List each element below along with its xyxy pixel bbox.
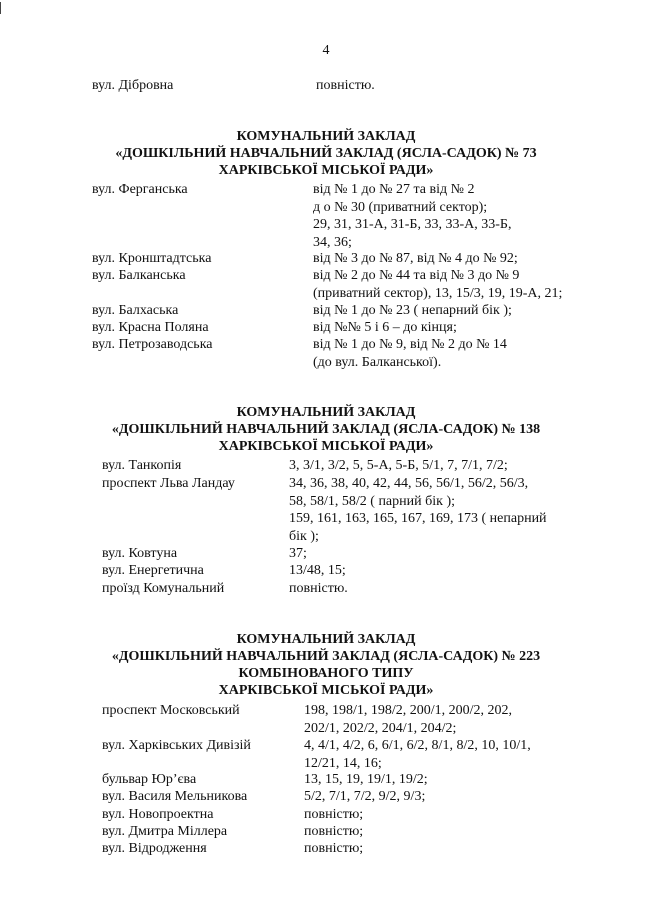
house-line: бік ); bbox=[289, 528, 319, 544]
heading-line: КОМБІНОВАНОГО ТИПУ bbox=[238, 666, 414, 681]
house-numbers bbox=[304, 840, 363, 858]
heading-line: «ДОШКІЛЬНИЙ НАВЧАЛЬНИЙ ЗАКЛАД (ЯСЛА-САДОК) № 223 bbox=[111, 649, 541, 664]
house-numbers bbox=[313, 336, 507, 371]
street-name: вул. Красна Поляна bbox=[92, 320, 209, 335]
street-name: вул. Балхаська bbox=[92, 303, 179, 318]
house-line: 34, 36, 38, 40, 42, 44, 56, 56/1, 56/2, 56/3, bbox=[289, 476, 529, 491]
house-line: (до вул. Балканської). bbox=[313, 354, 442, 370]
house-line: від № 3 до № 87, від № 4 до № 92; bbox=[313, 251, 518, 266]
house-numbers bbox=[304, 702, 512, 737]
street-name: вул. Ферганська bbox=[92, 182, 188, 197]
house-line: 12/21, 14, 16; bbox=[304, 755, 382, 771]
house-line: 159, 161, 163, 165, 167, 169, 173 ( непарний bbox=[289, 511, 547, 526]
house-line: 5/2, 7/1, 7/2, 9/2, 9/3; bbox=[304, 789, 426, 804]
street-name: вул. Енергетична bbox=[102, 563, 204, 578]
section-heading-73 bbox=[0, 128, 652, 179]
heading-line: ХАРКІВСЬКОЇ МІСЬКОЇ РАДИ» bbox=[218, 163, 434, 178]
house-line: 13/48, 15; bbox=[289, 563, 346, 578]
house-numbers bbox=[313, 302, 512, 320]
street-name: проспект Московський bbox=[102, 703, 240, 718]
heading-line: КОМУНАЛЬНИЙ ЗАКЛАД bbox=[236, 632, 416, 647]
house-numbers bbox=[304, 806, 363, 824]
house-numbers bbox=[289, 580, 348, 598]
house-numbers bbox=[289, 562, 346, 580]
house-numbers bbox=[304, 823, 363, 841]
street-name: вул. Відродження bbox=[102, 841, 207, 856]
house-line: від № 1 до № 27 та від № 2 bbox=[313, 182, 475, 197]
house-line: 202/1, 202/2, 204/1, 204/2; bbox=[304, 720, 457, 736]
street-name: проспект Льва Ландау bbox=[102, 476, 235, 491]
house-line: повністю; bbox=[304, 807, 364, 822]
scan-edge-mark bbox=[0, 2, 1, 14]
house-line: 58, 58/1, 58/2 ( парний бік ); bbox=[289, 493, 455, 509]
house-line: 198, 198/1, 198/2, 200/1, 200/2, 202, bbox=[304, 703, 513, 718]
heading-line: КОМУНАЛЬНИЙ ЗАКЛАД bbox=[236, 129, 416, 144]
house-numbers bbox=[304, 788, 425, 806]
house-numbers bbox=[289, 457, 508, 475]
house-numbers bbox=[313, 250, 518, 268]
house-numbers bbox=[313, 319, 457, 337]
heading-line: ХАРКІВСЬКОЇ МІСЬКОЇ РАДИ» bbox=[218, 439, 434, 454]
street-name: вул. Дібровна bbox=[92, 78, 174, 93]
street-name: бульвар Юр’єва bbox=[102, 772, 197, 787]
house-line: д о № 30 (приватний сектор); bbox=[313, 199, 488, 215]
house-line: 13, 15, 19, 19/1, 19/2; bbox=[304, 772, 428, 787]
house-numbers bbox=[289, 545, 307, 563]
house-line: 4, 4/1, 4/2, 6, 6/1, 6/2, 8/1, 8/2, 10, 10/1, bbox=[304, 738, 531, 753]
street-name: проїзд Комунальний bbox=[102, 581, 225, 596]
street-name: вул. Ковтуна bbox=[102, 546, 178, 561]
house-line: 3, 3/1, 3/2, 5, 5-А, 5-Б, 5/1, 7, 7/1, 7/2; bbox=[289, 458, 508, 473]
page-number: 4 bbox=[322, 43, 330, 58]
house-numbers bbox=[304, 771, 428, 789]
house-line: від № 1 до № 9, від № 2 до № 14 bbox=[313, 337, 507, 352]
street-name: вул. Кронштадтська bbox=[92, 251, 212, 266]
house-line: від № 1 до № 23 ( непарний бік ); bbox=[313, 303, 512, 318]
street-name: вул. Новопроектна bbox=[102, 807, 214, 822]
street-name: вул. Петрозаводська bbox=[92, 337, 213, 352]
house-line: від № 2 до № 44 та від № 3 до № 9 bbox=[313, 268, 520, 283]
street-name: вул. Харківських Дивізій bbox=[102, 738, 251, 753]
house-line: 37; bbox=[289, 546, 307, 561]
house-line: повністю. bbox=[289, 581, 348, 596]
house-numbers bbox=[289, 475, 547, 545]
house-line: 34, 36; bbox=[313, 234, 352, 250]
section-heading-138 bbox=[0, 404, 652, 455]
heading-line: ХАРКІВСЬКОЇ МІСЬКОЇ РАДИ» bbox=[218, 683, 434, 698]
house-line: повністю; bbox=[304, 841, 364, 856]
heading-line: «ДОШКІЛЬНИЙ НАВЧАЛЬНИЙ ЗАКЛАД (ЯСЛА-САДОК) № 73 bbox=[115, 146, 537, 161]
street-name: вул. Василя Мельникова bbox=[102, 789, 248, 804]
house-line: від №№ 5 і 6 – до кінця; bbox=[313, 320, 457, 335]
house-numbers: повністю. bbox=[316, 78, 375, 93]
house-numbers bbox=[304, 737, 531, 772]
heading-line: КОМУНАЛЬНИЙ ЗАКЛАД bbox=[236, 405, 416, 420]
street-name: вул. Танкопія bbox=[102, 458, 182, 473]
house-numbers bbox=[313, 181, 511, 251]
house-line: 29, 31, 31-А, 31-Б, 33, 33-А, 33-Б, bbox=[313, 217, 512, 232]
section-heading-223 bbox=[0, 631, 652, 699]
street-name: вул. Балканська bbox=[92, 268, 186, 283]
street-name: вул. Дмитра Міллера bbox=[102, 824, 228, 839]
heading-line: «ДОШКІЛЬНИЙ НАВЧАЛЬНИЙ ЗАКЛАД (ЯСЛА-САДОК) № 138 bbox=[111, 422, 541, 437]
house-line: (приватний сектор), 13, 15/3, 19, 19-А, 21; bbox=[313, 285, 563, 301]
house-line: повністю; bbox=[304, 824, 364, 839]
house-numbers bbox=[313, 267, 562, 302]
